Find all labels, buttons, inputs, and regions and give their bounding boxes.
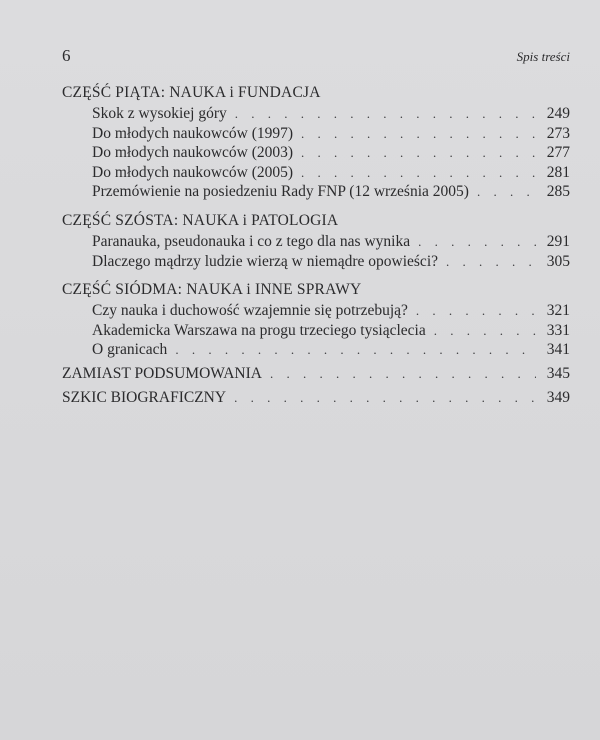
- entry-page: 277: [546, 144, 570, 162]
- entry-title: Czy nauka i duchowość wzajemnie się potrzebują?: [92, 302, 408, 320]
- toc-entry: [62, 301, 570, 321]
- section-title: CZĘŚĆ PIĄTA: NAUKA i FUNDACJA: [62, 84, 321, 101]
- entry-title: Przemówienie na posiedzeniu Rady FNP (12 września 2005): [92, 183, 469, 201]
- entry-page: 321: [546, 302, 570, 320]
- toc-entry: [62, 163, 570, 183]
- entry-page: 281: [546, 163, 570, 181]
- entry-title: Akademicka Warszawa na progu trzeciego tysiąclecia: [92, 321, 426, 339]
- dot-leader: [270, 364, 536, 384]
- entry-title: Dlaczego mądrzy ludzie wierzą w niemądre opowieści?: [92, 252, 439, 270]
- entry-title: Do młodych naukowców (2005): [92, 163, 294, 181]
- dot-leader: [477, 182, 536, 202]
- dot-leader: [175, 340, 536, 360]
- entry-title: SZKIC BIOGRAFICZNY: [62, 388, 227, 406]
- entry-title: Paranauka, pseudonauka i co z tego dla nas wynika: [92, 232, 411, 250]
- entry-page: 349: [546, 388, 570, 406]
- entry-title: O granicach: [92, 341, 168, 359]
- entry-page: 285: [546, 183, 570, 201]
- dot-leader: [434, 321, 536, 341]
- entry-title: Do młodych naukowców (2003): [92, 144, 294, 162]
- entry-page: 345: [546, 364, 570, 382]
- dot-leader: [301, 143, 536, 163]
- dot-leader: [416, 301, 536, 321]
- entry-page: 305: [546, 252, 570, 270]
- dot-leader: [234, 388, 536, 408]
- toc-entry: [62, 232, 570, 252]
- dot-leader: [301, 124, 536, 144]
- entry-page: 249: [546, 105, 570, 122]
- dot-leader: [418, 232, 536, 252]
- entry-title: ZAMIAST PODSUMOWANIA: [62, 364, 262, 382]
- dot-leader: [235, 104, 536, 124]
- section-title: CZĘŚĆ SIÓDMA: NAUKA i INNE SPRAWY: [62, 281, 362, 299]
- toc-entry: [62, 321, 570, 341]
- toc-entry: [62, 252, 570, 272]
- entry-title: Skok z wysokiej góry: [92, 105, 227, 122]
- entry-page: 291: [546, 232, 570, 250]
- toc-entry-top-level: [62, 388, 570, 408]
- toc-entry-top-level: [62, 364, 570, 384]
- toc-entry: [62, 124, 570, 144]
- toc-entry: [62, 104, 570, 124]
- entry-page: 331: [546, 321, 570, 339]
- entry-page: 273: [546, 124, 570, 142]
- dot-leader: [301, 163, 536, 183]
- entry-page: 341: [546, 341, 570, 359]
- section-title: CZĘŚĆ SZÓSTA: NAUKA i PATOLOGIA: [62, 211, 339, 229]
- table-of-contents: [62, 82, 570, 407]
- running-head: Spis treści: [516, 49, 570, 64]
- toc-entry: [62, 143, 570, 163]
- toc-entry: [62, 182, 570, 202]
- entry-title: Do młodych naukowców (1997): [92, 124, 294, 142]
- page-number: 6: [62, 46, 71, 65]
- toc-entry: [62, 340, 570, 360]
- dot-leader: [446, 252, 536, 272]
